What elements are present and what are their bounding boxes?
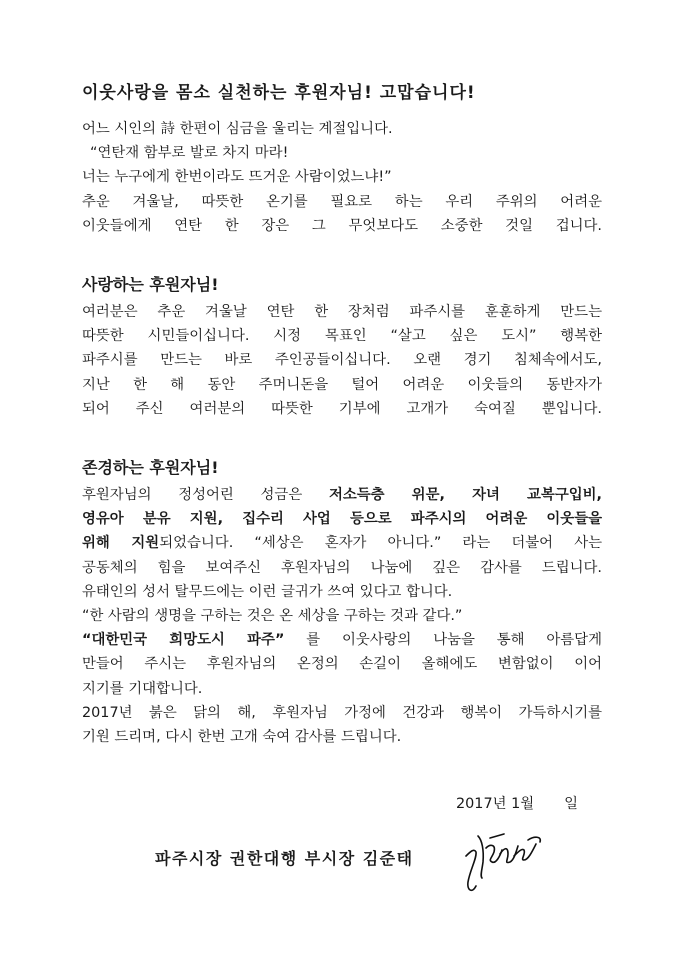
text-line: 지기를 기대합니다. bbox=[82, 680, 203, 697]
text-segment: 후원자님의 정성어린 성금은 bbox=[82, 487, 329, 503]
text-line: 만들어 주시는 후원자님의 온정의 손길이 올해에도 변함없이 이어 bbox=[82, 656, 602, 673]
text-line: “한 사람의 생명을 구하는 것은 온 세상을 구하는 것과 같다.” bbox=[82, 608, 463, 625]
text-line: 너는 누구에게 한번이라도 뜨거운 사람이었느냐!” bbox=[82, 169, 392, 186]
text-line: “연탄재 함부로 발로 차지 마라! bbox=[90, 145, 289, 162]
paragraph-respected bbox=[82, 483, 602, 749]
text-line: 2017년 붉은 닭의 해, 후원자님 가정에 건강과 행복이 가득하시기를 bbox=[82, 704, 602, 721]
text-line bbox=[82, 531, 602, 555]
letter-title: 이웃사랑을 몸소 실천하는 후원자님! 고맙습니다! bbox=[82, 83, 476, 103]
handwritten-signature bbox=[456, 826, 548, 898]
text-line bbox=[82, 483, 602, 507]
letter-date bbox=[456, 792, 578, 813]
text-line: 추운 겨울날, 따뜻한 온기를 필요로 하는 우리 주위의 어려운 bbox=[82, 193, 602, 210]
text-line: 따뜻한 시민들이십니다. 시정 목표인 “살고 싶은 도시” 행복한 bbox=[82, 328, 602, 345]
paragraph-intro bbox=[82, 117, 602, 238]
text-segment: 되었습니다. “세상은 혼자가 아니다.” 라는 더불어 사는 bbox=[159, 535, 602, 552]
text-line bbox=[82, 628, 602, 652]
bold-text-segment: “대한민국 희망도시 파주” bbox=[82, 632, 285, 649]
section-heading-respected: 존경하는 후원자님! bbox=[82, 458, 219, 477]
paragraph-loving bbox=[82, 300, 602, 421]
text-line: 기원 드리며, 다시 한번 고개 숙여 감사를 드립니다. bbox=[82, 729, 402, 746]
signer-name: 파주시장 권한대행 부시장 김준태 bbox=[155, 849, 414, 868]
text-line: 공동체의 힘을 보여주신 후원자님의 나눔에 깊은 감사를 드립니다. bbox=[82, 559, 602, 576]
text-line: 이웃들에게 연탄 한 장은 그 무엇보다도 소중한 것일 겁니다. bbox=[82, 217, 602, 234]
text-line: 유태인의 성서 탈무드에는 이런 글귀가 쓰여 있다고 합니다. bbox=[82, 583, 453, 600]
text-line: 지난 한 해 동안 주머니돈을 털어 어려운 이웃들의 동반자가 bbox=[82, 376, 602, 393]
section-heading-loving: 사랑하는 후원자님! bbox=[82, 275, 219, 294]
date-year-month: 2017년 1월 bbox=[456, 796, 535, 812]
text-line: 되어 주신 여러분의 따뜻한 기부에 고개가 숙여질 뿐입니다. bbox=[82, 400, 602, 417]
text-line: 파주시를 만드는 바로 주인공들이십니다. 오랜 경기 침체속에서도, bbox=[82, 352, 602, 369]
text-line: 여러분은 추운 겨울날 연탄 한 장처럼 파주시를 훈훈하게 만드는 bbox=[82, 304, 602, 320]
text-line: 어느 시인의 詩 한편이 심금을 울리는 계절입니다. bbox=[82, 121, 393, 137]
bold-text-segment: 저소득층 위문, 자녀 교복구입비, bbox=[328, 487, 603, 503]
date-day: 일 bbox=[564, 796, 579, 812]
text-segment: 를 이웃사랑의 나눔을 통해 아름답게 bbox=[284, 632, 602, 649]
bold-text-line: 영유아 분유 지원, 집수리 사업 등으로 파주시의 어려운 이웃들을 bbox=[82, 511, 602, 528]
bold-text-segment: 위해 지원 bbox=[82, 535, 160, 552]
